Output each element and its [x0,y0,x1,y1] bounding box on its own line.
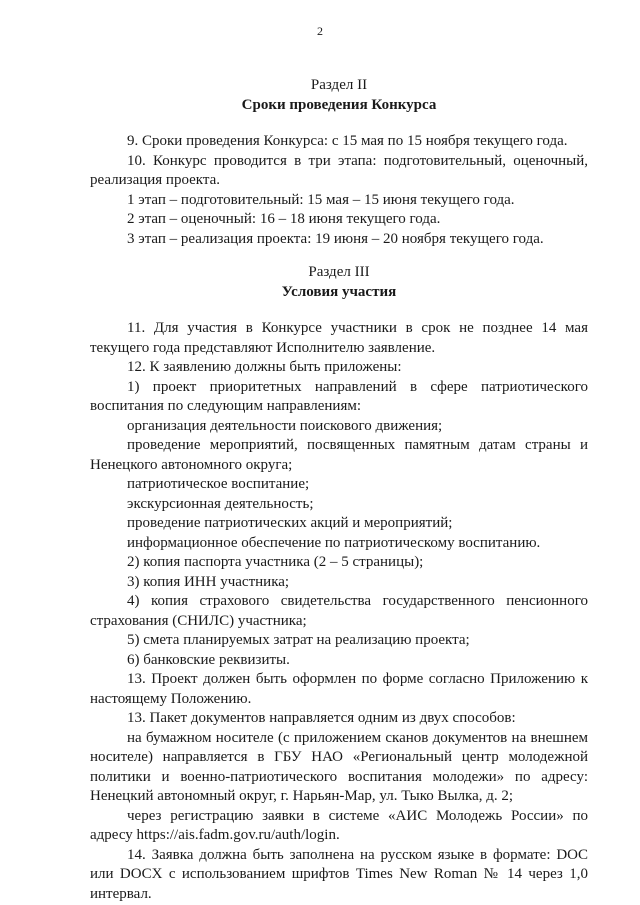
paragraph-11: 11. Для участия в Конкурсе участники в срок не позднее 14 мая текущего года представляют Исполнителю заявление. [90,320,588,356]
paragraph-12: 12. К заявлению должны быть приложены: [127,359,402,375]
attachment-2: 2) копия паспорта участника (2 – 5 страницы); [127,554,424,570]
stage-1: 1 этап – подготовительный: 15 мая – 15 июня текущего года. [127,191,515,208]
attachment-6: 6) банковские реквизиты. [127,651,290,668]
submission-method-online: через регистрацию заявки в системе «АИС Молодежь России» по адресу https://ais.fadm.gov.ru/auth/login. [90,807,588,843]
page-content [90,76,588,904]
paragraph-13-form: 13. Проект должен быть оформлен по форме согласно Приложению к настоящему Положению. [90,671,588,707]
attachment-4: 4) копия страхового свидетельства государственного пенсионного страхования (СНИЛС) участника; [90,593,588,629]
direction-item: информационное обеспечение по патриотическому воспитанию. [127,534,541,551]
direction-item: проведение мероприятий, посвященных памятным датам страны и Ненецкого автономного округа; [90,437,588,473]
direction-item: экскурсионная деятельность; [127,495,314,512]
section-3-label: Раздел III [308,264,370,280]
paragraph-9: 9. Сроки проведения Конкурса: с 15 мая по 15 ноября текущего года. [127,133,568,149]
stage-2: 2 этап – оценочный: 16 – 18 июня текущего года. [127,211,441,227]
paragraph-10: 10. Конкурс проводится в три этапа: подготовительный, оценочный, реализация проекта. [90,152,588,188]
direction-item: патриотическое воспитание; [127,476,310,492]
paragraph-13-submission: 13. Пакет документов направляется одним из двух способов: [127,710,516,726]
attachment-5: 5) смета планируемых затрат на реализацию проекта; [127,632,470,648]
section-2-label: Раздел II [310,77,368,93]
stage-3: 3 этап – реализация проекта: 19 июня – 20 ноября текущего года. [127,230,544,247]
attachment-1: 1) проект приоритетных направлений в сфере патриотического воспитания по следующим направлениям: [90,378,588,414]
page-number: 2 [317,24,323,38]
direction-item: организация деятельности поискового движения; [127,417,443,434]
paragraph-14: 14. Заявка должна быть заполнена на русском языке в формате: DOC или DOCX с использованием шрифтов Times New Roman № 14 через 1,0 интервал. [90,846,588,902]
section-3-title: Условия участия [281,283,397,300]
attachment-3: 3) копия ИНН участника; [127,573,290,590]
section-2-title: Сроки проведения Конкурса [241,96,437,113]
direction-item: проведение патриотических акций и мероприятий; [127,515,453,531]
submission-method-paper: на бумажном носителе (с приложением сканов документов на внешнем носителе) направляется в ГБУ НАО «Региональный центр молодежной политики и военно-патриотического воспитания молодежи» по адресу: Ненецкий автономный округ, г. Нарьян-Мар, ул. Тыко Вылка, д. 2; [90,729,588,804]
